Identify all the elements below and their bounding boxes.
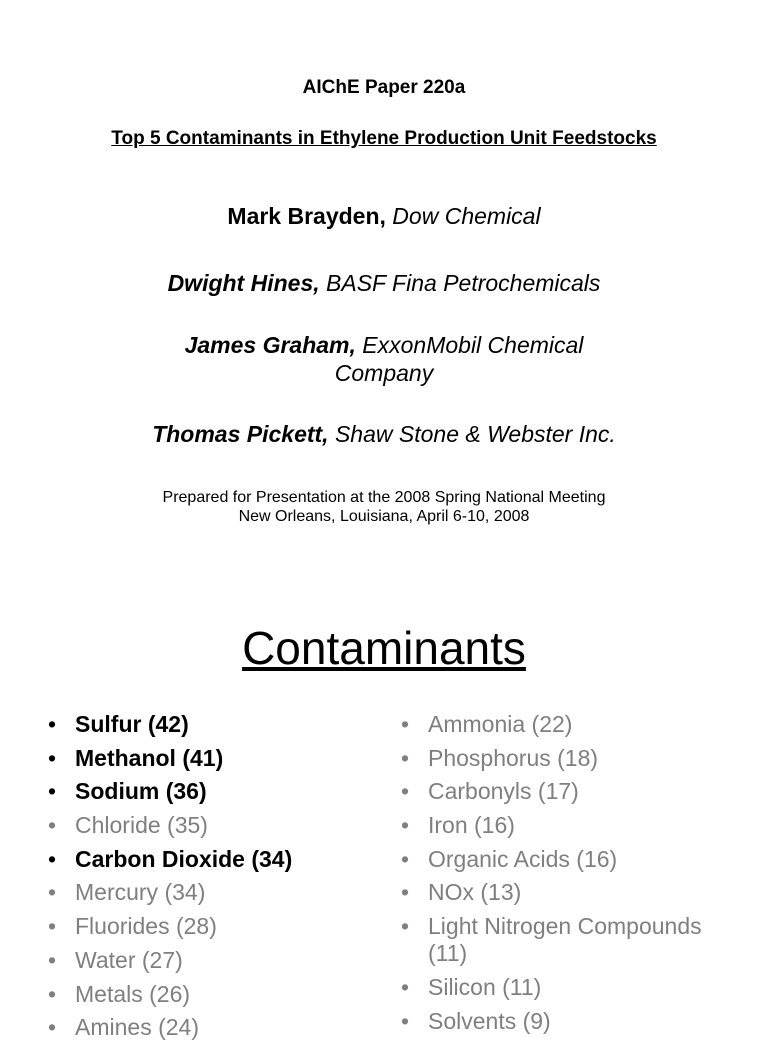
contaminant-item (395, 745, 725, 772)
author-affiliation: ExxonMobil Chemical Company (334, 332, 584, 386)
contaminant-item (42, 1014, 372, 1041)
author-affiliation: Dow Chemical (385, 203, 541, 229)
contaminant-label: Metals (26) (75, 980, 191, 1007)
contaminant-item (395, 778, 725, 805)
bullet-icon: • (400, 778, 410, 805)
bullet-icon: • (47, 1014, 57, 1041)
contaminant-item (395, 812, 725, 839)
contaminant-item (42, 913, 372, 940)
contaminant-item (42, 745, 372, 772)
contaminant-label: Water (27) (75, 946, 183, 973)
author-name: Dwight Hines, (167, 270, 320, 296)
bullet-icon: • (47, 946, 57, 973)
paper-title: Top 5 Contaminants in Ethylene Production Unit Feedstocks (111, 128, 657, 149)
contaminant-label: Iron (16) (428, 812, 515, 839)
author-name: Thomas Pickett, (152, 421, 329, 447)
slide-title: Contaminants (242, 622, 526, 674)
contaminant-item (42, 711, 372, 738)
presentation-info (0, 488, 768, 526)
contaminant-label: NOx (13) (428, 879, 522, 906)
bullet-icon: • (400, 812, 410, 839)
author-affiliation: BASF Fina Petrochemicals (319, 270, 601, 296)
bullet-icon: • (400, 973, 410, 1000)
contaminant-label: Sulfur (42) (75, 711, 189, 737)
contaminant-item (395, 974, 725, 1001)
bullet-icon: • (400, 1007, 410, 1034)
contaminant-item (395, 1008, 725, 1035)
bullet-icon: • (400, 744, 410, 771)
contaminant-label: Silicon (11) (428, 973, 542, 1000)
author-affiliation: Shaw Stone & Webster Inc. (328, 421, 616, 447)
author-name: Mark Brayden, (227, 203, 386, 229)
author-name: James Graham, (184, 332, 356, 358)
contaminant-label: Carbonyls (17) (428, 778, 579, 805)
contaminant-label: Ammonia (22) (428, 711, 573, 737)
bullet-icon: • (47, 980, 57, 1007)
contaminant-item (42, 846, 372, 873)
author-3 (134, 331, 634, 387)
contaminant-item (42, 812, 372, 839)
contaminant-item (395, 879, 725, 906)
contaminant-label: Phosphorus (18) (428, 744, 599, 771)
contaminant-label: Amines (24) (75, 1014, 199, 1041)
bullet-icon: • (47, 711, 57, 737)
author-1 (0, 202, 768, 230)
contaminant-label: Fluorides (28) (75, 913, 217, 940)
bullet-icon: • (400, 913, 410, 940)
contaminant-item (42, 981, 372, 1008)
contaminant-item (395, 846, 725, 873)
contaminants-list-left (42, 711, 372, 1048)
bullet-icon: • (400, 845, 410, 872)
contaminant-item (395, 913, 725, 967)
contaminant-item (42, 778, 372, 805)
contaminants-list-right (395, 711, 725, 1041)
contaminant-label: Methanol (41) (75, 744, 224, 771)
bullet-icon: • (400, 879, 410, 906)
author-2 (0, 269, 768, 297)
bullet-icon: • (47, 845, 57, 872)
contaminant-label: Carbon Dioxide (34) (75, 845, 293, 872)
presentation-line-1: Prepared for Presentation at the 2008 Spring National Meeting (162, 489, 606, 506)
contaminant-label: Mercury (34) (75, 879, 206, 906)
paper-number: AIChE Paper 220a (302, 77, 466, 98)
contaminant-item (42, 947, 372, 974)
contaminant-item (42, 879, 372, 906)
bullet-icon: • (47, 778, 57, 805)
contaminant-item (395, 711, 725, 738)
contaminant-label: Light Nitrogen Compounds (11) (428, 913, 702, 967)
contaminant-label: Chloride (35) (75, 812, 208, 839)
contaminant-label: Solvents (9) (428, 1007, 551, 1034)
contaminant-label: Organic Acids (16) (428, 845, 618, 872)
presentation-line-2: New Orleans, Louisiana, April 6-10, 2008 (238, 508, 530, 525)
bullet-icon: • (47, 913, 57, 940)
contaminant-label: Sodium (36) (75, 778, 207, 805)
bullet-icon: • (400, 711, 410, 737)
bullet-icon: • (47, 812, 57, 839)
author-4 (0, 420, 768, 448)
bullet-icon: • (47, 879, 57, 906)
bullet-icon: • (47, 744, 57, 771)
